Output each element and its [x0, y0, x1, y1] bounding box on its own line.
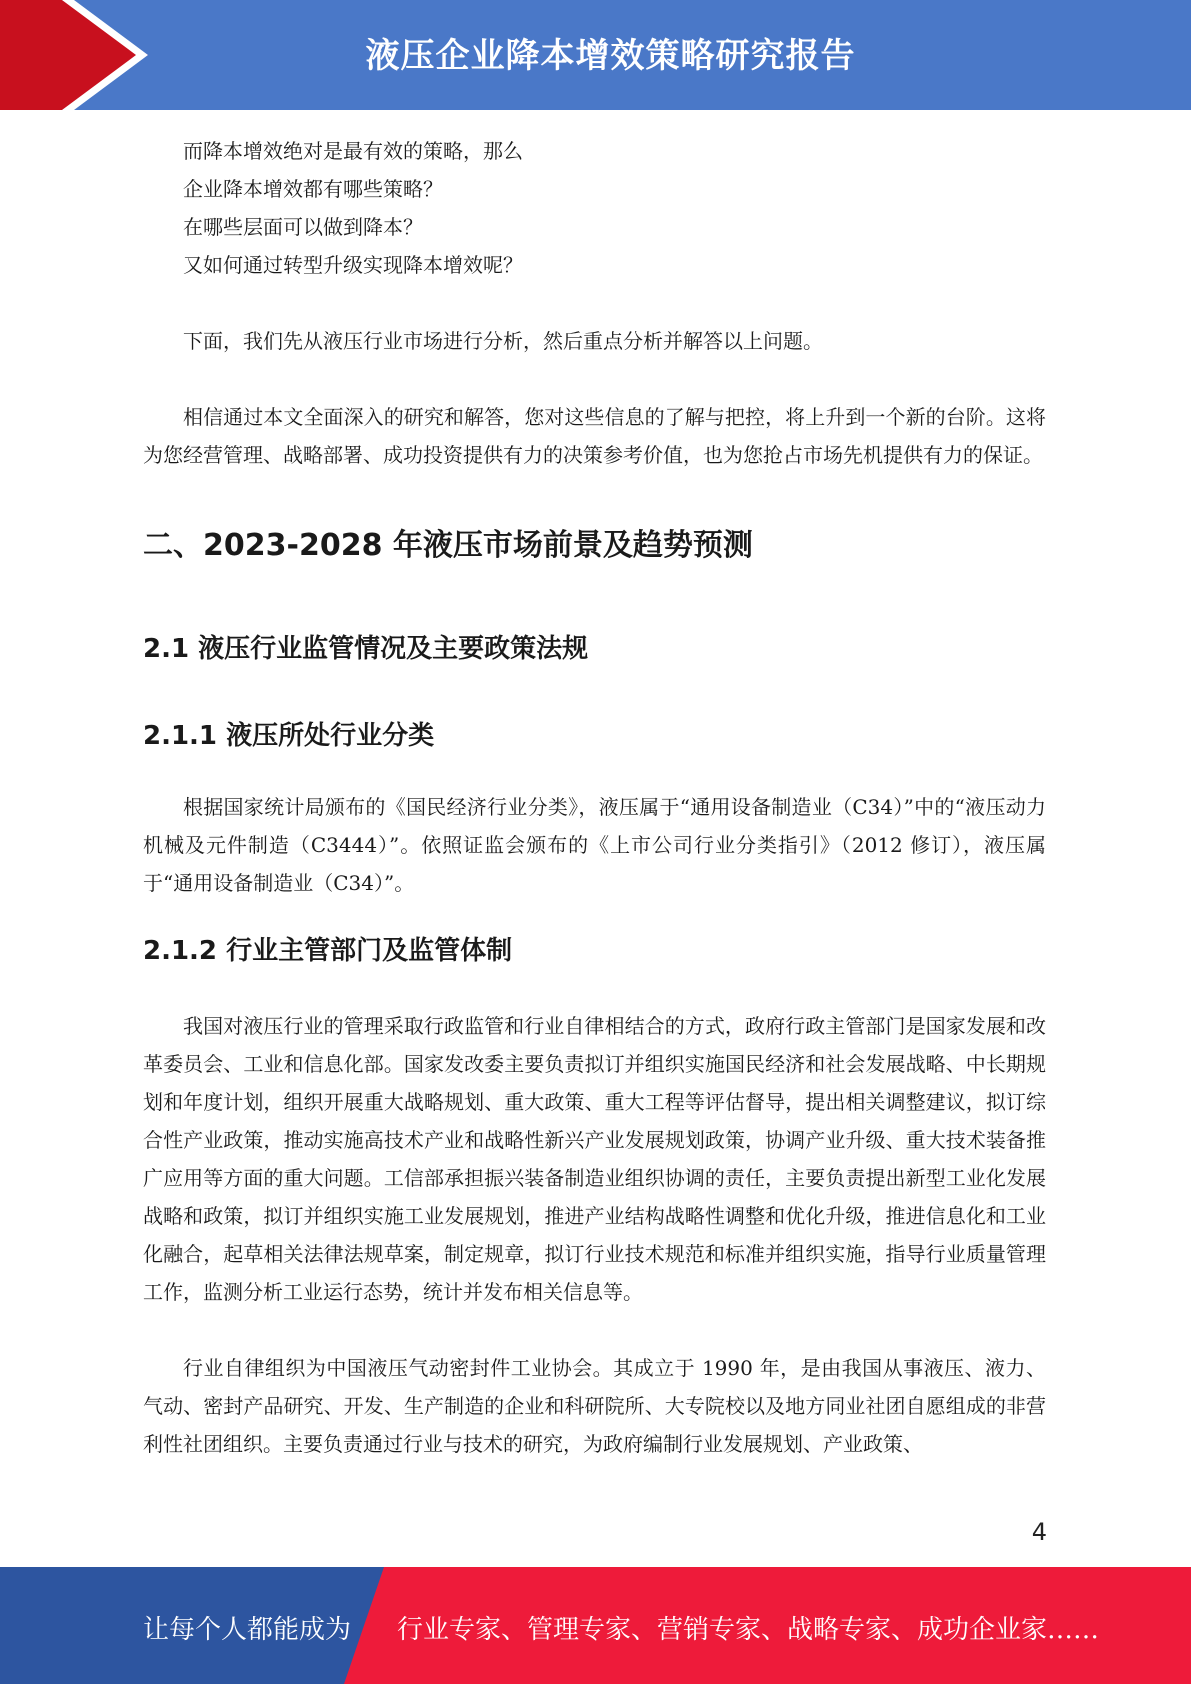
- footer-slogan-left: 让每个人都能成为: [143, 1615, 352, 1645]
- paragraph-classification: 根据国家统计局颁布的《国民经济行业分类》，液压属于“通用设备制造业（C34）”中的“液压动力机械及元件制造（C3444）”。依照证监会颁布的《上市公司行业分类指引》（2012 修订），液压属于“通用设备制造业（C34）”。: [143, 795, 1046, 895]
- paragraph-next: 下面，我们先从液压行业市场进行分析，然后重点分析并解答以上问题。: [183, 329, 823, 353]
- document-body: [143, 132, 1046, 1463]
- section-heading-2-1-2: 2.1.2 行业主管部门及监管体制: [143, 936, 513, 966]
- paragraph-regulation: 我国对液压行业的管理采取行政监管和行业自律相结合的方式，政府行政主管部门是国家发展和改革委员会、工业和信息化部。国家发改委主要负责拟订并组织实施国民经济和社会发展战略、中长期规划和年度计划，组织开展重大战略规划、重大政策、重大工程等评估督导，提出相关调整建议，拟订综合性产业政策，推动实施高技术产业和战略性新兴产业发展规划政策，协调产业升级、重大技术装备推广应用等方面的重大问题。工信部承担振兴装备制造业组织协调的责任，主要负责提出新型工业化发展战略和政策，拟订并组织实施工业发展规划，推进产业结构战略性调整和优化升级，推进信息化和工业化融合，起草相关法律法规草案，制定规章，拟订行业技术规范和标准并组织实施，指导行业质量管理工作，监测分析工业运行态势，统计并发布相关信息等。: [143, 1014, 1046, 1304]
- footer-slogan-right: 行业专家、管理专家、营销专家、战略专家、成功企业家……: [397, 1615, 1100, 1645]
- paragraph-association: 行业自律组织为中国液压气动密封件工业协会。其成立于 1990 年，是由我国从事液压、液力、气动、密封产品研究、开发、生产制造的企业和科研院所、大专院校以及地方同业社团自愿组成的非营利性社团组织。主要负责通过行业与技术的研究，为政府编制行业发展规划、产业政策、: [143, 1356, 1046, 1456]
- page-footer: [0, 1567, 1191, 1684]
- intro-line: 又如何通过转型升级实现降本增效呢？: [183, 253, 523, 277]
- section-heading-2-1-1: 2.1.1 液压所处行业分类: [143, 721, 435, 751]
- report-title: 液压企业降本增效策略研究报告: [365, 36, 856, 76]
- intro-line: 企业降本增效都有哪些策略？: [183, 177, 443, 201]
- intro-line: 而降本增效绝对是最有效的策略，那么: [183, 139, 523, 163]
- section-heading-2: 二、2023-2028 年液压市场前景及趋势预测: [143, 528, 753, 563]
- section-heading-2-1: 2.1 液压行业监管情况及主要政策法规: [143, 634, 589, 664]
- intro-line: 在哪些层面可以做到降本？: [183, 215, 423, 239]
- page-number: 4: [1031, 1518, 1047, 1546]
- paragraph-believe: 相信通过本文全面深入的研究和解答，您对这些信息的了解与把控，将上升到一个新的台阶。这将为您经营管理、战略部署、成功投资提供有力的决策参考价值，也为您抢占市场先机提供有力的保证。: [143, 405, 1046, 467]
- page-header: [0, 0, 1191, 110]
